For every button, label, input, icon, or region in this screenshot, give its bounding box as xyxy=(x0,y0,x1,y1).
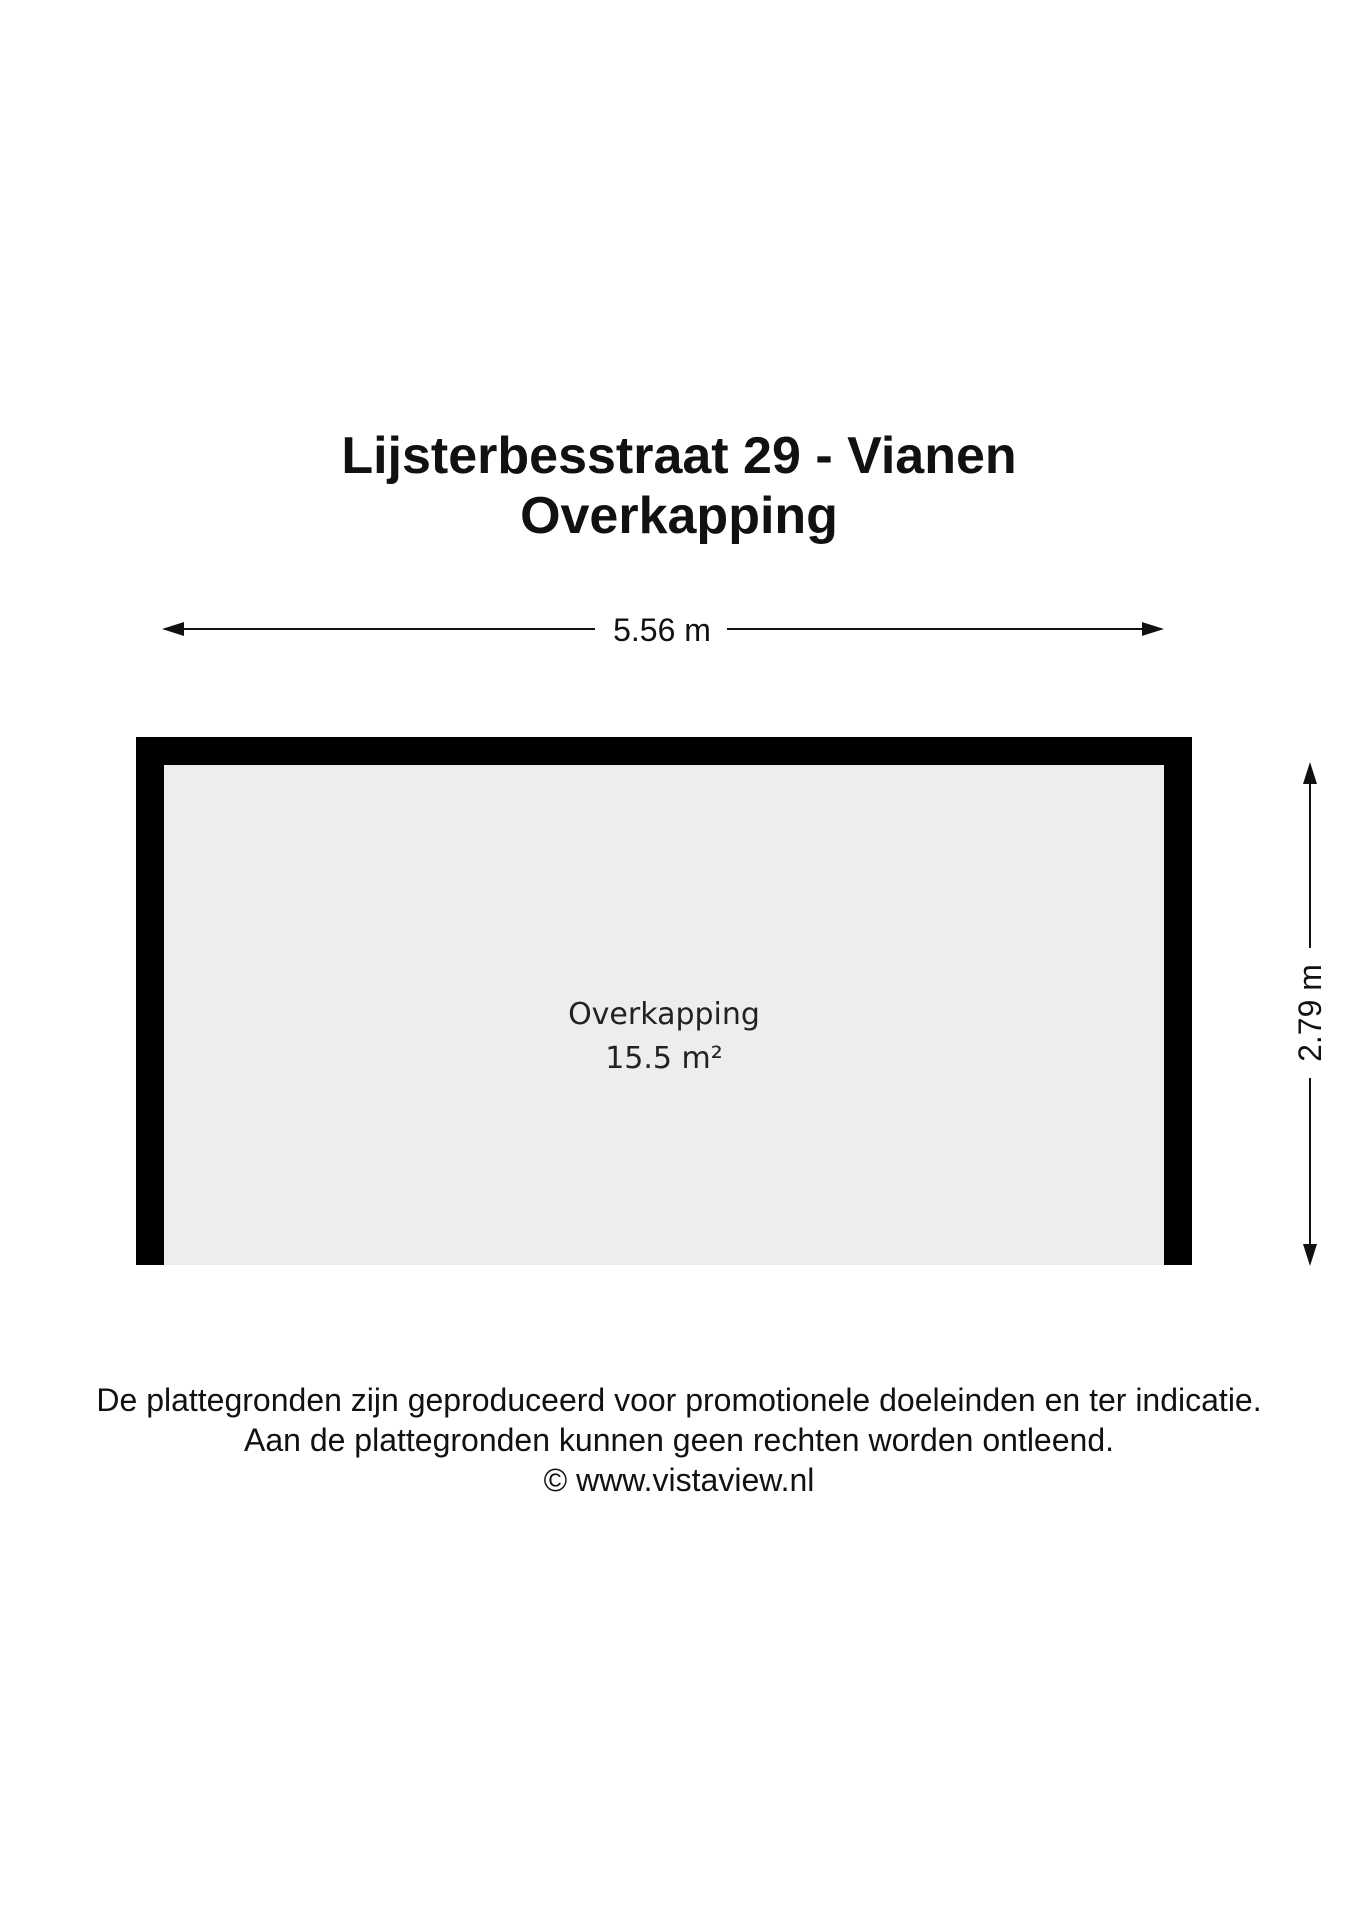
height-dimension-label: 2.79 m xyxy=(1292,964,1328,1062)
disclaimer-line-2: Aan de plattegronden kunnen geen rechten worden ontleend. xyxy=(243,1422,1114,1458)
height-dimension-arrow-bottom-icon xyxy=(1303,1244,1317,1266)
wall-top xyxy=(136,737,1192,765)
wall-right xyxy=(1164,737,1192,1265)
width-dimension-arrow-right-icon xyxy=(1142,622,1164,636)
room-area: 15.5 m² xyxy=(605,1041,723,1076)
width-dimension xyxy=(162,612,1164,648)
width-dimension-arrow-left-icon xyxy=(162,622,184,636)
room-name: Overkapping xyxy=(568,997,760,1032)
wall-left xyxy=(136,737,164,1265)
width-dimension-label: 5.56 m xyxy=(613,612,711,648)
height-dimension xyxy=(1292,762,1328,1266)
page-title: Lijsterbesstraat 29 - Vianen xyxy=(341,427,1017,485)
page-subtitle: Overkapping xyxy=(520,487,838,545)
height-dimension-arrow-top-icon xyxy=(1303,762,1317,784)
copyright-link[interactable]: © www.vistaview.nl xyxy=(543,1462,815,1498)
disclaimer-line-1: De plattegronden zijn geproduceerd voor promotionele doeleinden en ter indicatie. xyxy=(96,1382,1262,1418)
